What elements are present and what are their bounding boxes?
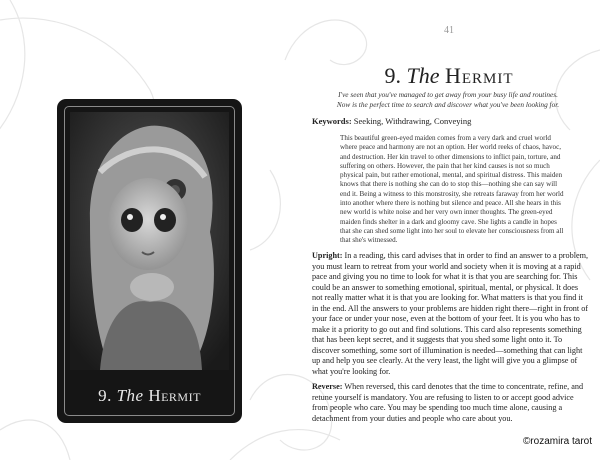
keywords-text: Seeking, Withdrawing, Conveying bbox=[353, 116, 472, 126]
keywords-line bbox=[312, 116, 582, 127]
upright-text: In a reading, this card advises that in order to find an answer to a problem, you must learn to retreat from your world and society when it is moving at a rapid pace and giving you no time to look for what it is that you are searching for. This could be an answer to something emotional, spiritual, mental, or physical. It does not really matter what it is that you are looking for. What matters is that you find it in the end. All the answers to your problems are hidden right there—right in front of your face or under your nose, even at the bottom of your feet. It is you who has to make it a priority to go out and find solutions. This card also represents something that has been kept secret, and it suggests that you shed some light onto it. To discover something, some sort of illumination is needed—something that can light up and help you see clearly. At the very least, the light will give you a glimpse of what you're looking for. bbox=[312, 251, 589, 376]
intro-quote: I've seen that you've managed to get away from your busy life and routines. Now is the perfect time to search and discover what you've been looking for. bbox=[336, 90, 560, 109]
title-the: The bbox=[406, 63, 440, 88]
card-title bbox=[57, 384, 242, 408]
tarot-card bbox=[57, 99, 242, 423]
keywords-label: Keywords: bbox=[312, 116, 352, 126]
card-name: Hermit bbox=[148, 386, 201, 405]
title-name: Hermit bbox=[444, 63, 514, 88]
reverse-text: When reversed, this card denotes that the time to concentrate, refine, and retune yourself is mandatory. You are refusing to listen to or accept good advice from people who care. You may be spending too much time alone, causing a detachment from your duties and people who care about you. bbox=[312, 382, 584, 423]
upright-paragraph bbox=[312, 251, 590, 377]
reverse-label: Reverse: bbox=[312, 382, 343, 391]
page-number: 41 bbox=[444, 25, 454, 36]
upright-label: Upright: bbox=[312, 251, 343, 260]
title-number: 9. bbox=[384, 63, 401, 88]
card-number: 9. bbox=[98, 386, 112, 405]
card-the: The bbox=[116, 386, 144, 405]
card-description: This beautiful green-eyed maiden comes from a very dark and cruel world where peace and harmony are not an option. Her world reeks of chaos, havoc, and destruction. Her kin travel to other dimensions to inflict pain, torture, and suffering on others. However, the pain that her kind causes is not so much physical pain, but rather emotional, mental, and spiritual distress. This maiden knows that there is nothing she can do to stop this—nothing she can say will end it. Being a witness to this monstrosity, she retreats faraway from her world into another where there is nothing but silence and peace. All she hears in this new world is white noise and her very own inner thoughts. The green-eyed maiden finds shelter in a dark and gloomy cave. She lights a candle in hopes that she can shed some light into her soul to elevate her consciousness from all that she's witnessed. bbox=[340, 134, 564, 245]
page-title bbox=[340, 63, 558, 89]
card-illustration bbox=[70, 112, 229, 370]
copyright-credit: ©rozamira tarot bbox=[522, 436, 592, 447]
reverse-paragraph bbox=[312, 382, 590, 424]
